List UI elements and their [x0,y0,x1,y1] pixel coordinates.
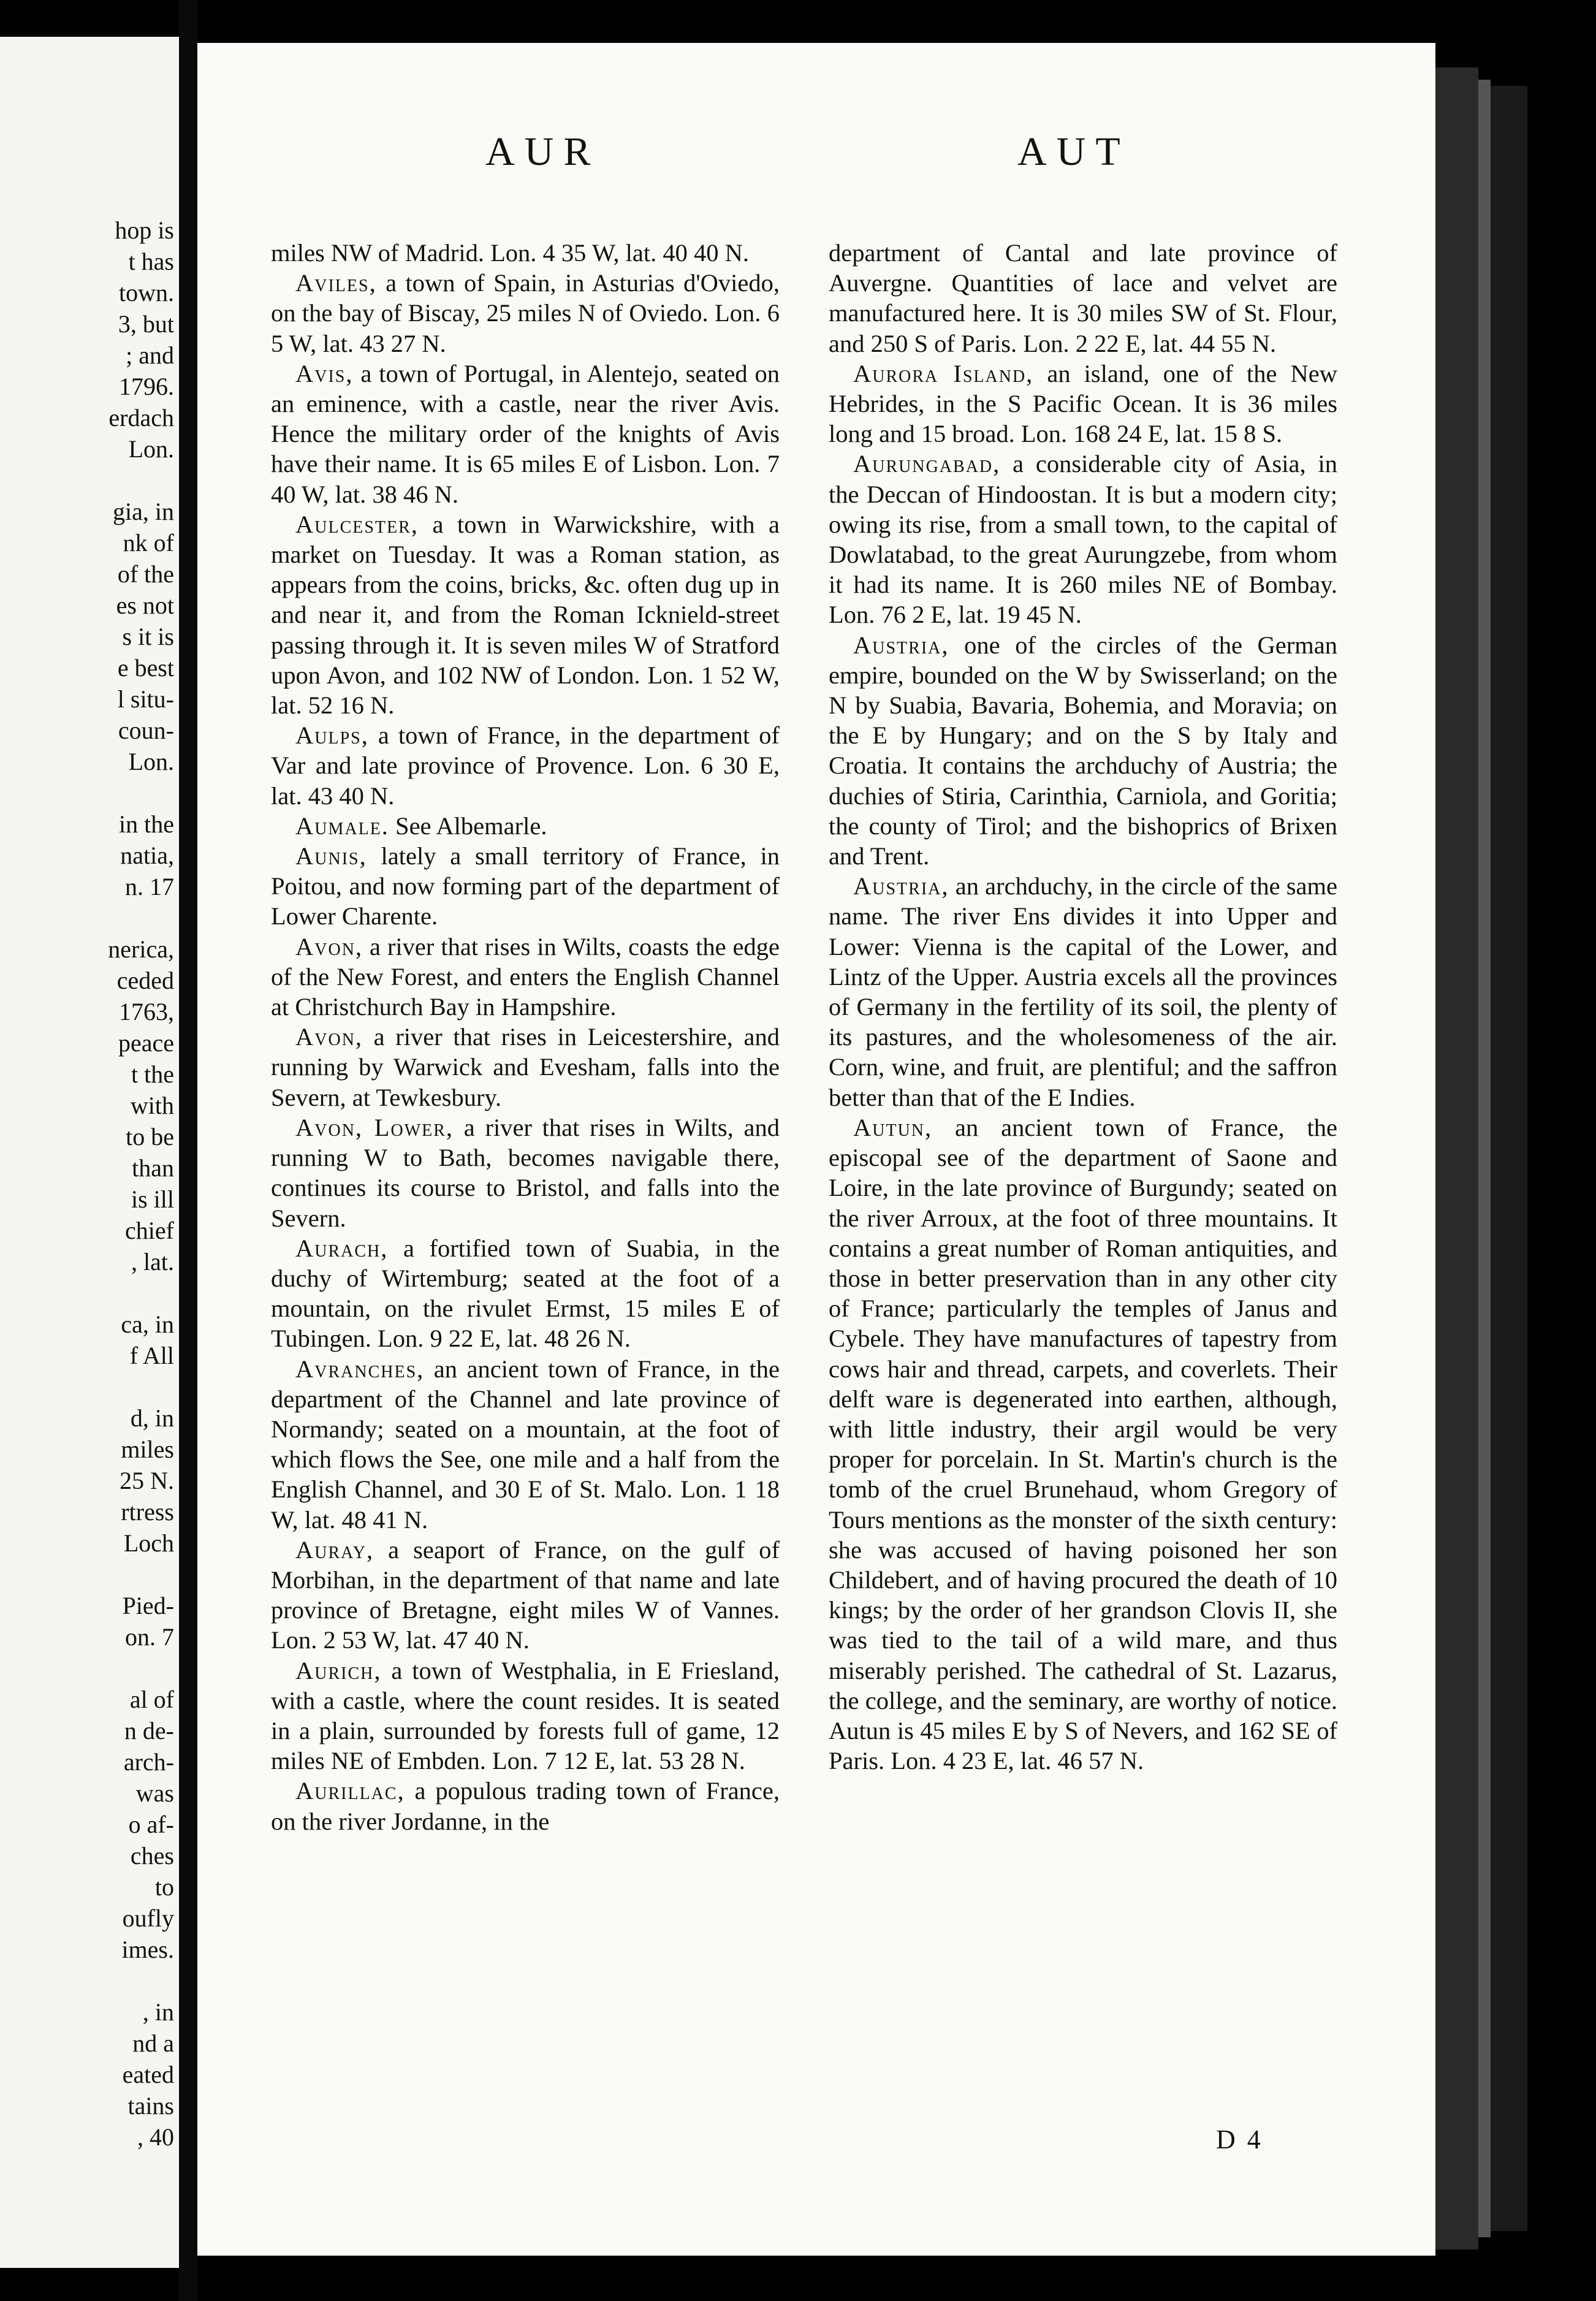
previous-page-fragment: ca, in [121,1310,174,1338]
gazetteer-entry [271,1776,780,1836]
gazetteer-entry [271,932,780,1022]
previous-page-fragment: peace [118,1029,174,1057]
previous-page-fragment: , lat. [131,1248,174,1276]
previous-page-fragment: to be [126,1123,174,1150]
previous-page-fragment [108,1371,174,1402]
page [197,43,1435,2256]
entry-headword: Aviles, [295,269,377,297]
previous-page-fragment: t has [128,248,174,275]
previous-page-fragment: s it is [122,623,174,650]
previous-page-fragment: to [154,1873,174,1901]
gazetteer-entry [271,1354,780,1535]
previous-page-fragment [108,1653,174,1684]
previous-page-fragment [108,1559,174,1590]
right-text-column [829,238,1337,1776]
entry-headword: Avon, [295,932,363,960]
gazetteer-entry [271,1022,780,1112]
entry-headword: Aurora Island, [853,359,1034,387]
gazetteer-entry [271,268,780,359]
previous-page-fragment: n. 17 [125,873,174,900]
previous-page-fragment: rtress [121,1498,174,1526]
entry-description: a seaport of France, on the gulf of Morbihan, in the department of that name and late province of Bretagne, eight miles W of Vannes. Lon. 2 53 W, lat. 47 40 N. [271,1535,780,1654]
running-head-right: AUT [1017,129,1130,174]
entry-description: lately a small territory of France, in Poitou, and now forming part of the department of Lower Charente. [271,842,780,930]
entry-headword: Aulps, [295,721,369,750]
previous-page-fragment [108,777,174,808]
previous-page-fragment: ches [130,1842,174,1869]
previous-page-fragment: hop is [115,216,174,244]
previous-page-fragment: t the [131,1060,174,1088]
previous-page-fragment: gia, in [113,498,174,525]
gazetteer-entry [271,1112,780,1233]
entry-description: a town of Westphalia, in E Friesland, with a castle, where the count resides. It is seated in a plain, surrounded by forests full of game, 12 miles NE of Embden. Lon. 7 12 E, lat. 53 28 N. [271,1656,780,1775]
previous-page-fragment: Lon. [128,748,174,775]
gazetteer-entry [271,720,780,811]
entry-description: an archduchy, in the circle of the same name. The river Ens divides it into Upper and Lower: Vienna is the capital of the Lower, and Lintz of the Upper. Austria excels all the provinces of Germany in the fertility of its soil, the plenty of its pastures, and the wholesomeness of the air. Corn, wine, and fruit, are plentiful; and the saffron better than that of the E Indies. [829,872,1337,1111]
entry-description: a town of France, in the department of Var and late province of Provence. Lon. 6 30 E, lat. 43 40 N. [271,721,780,810]
entry-headword: Aulcester, [295,510,419,538]
entry-description: See Albemarle. [389,812,547,840]
gazetteer-entry [829,630,1337,872]
entry-headword: Auray, [295,1535,374,1564]
entry-description: one of the circles of the German empire, bounded on the W by Swisserland; on the N by Suabia, Bavaria, Bohemia, and Moravia; on the E by Hungary; and on the S by Italy and Croatia. It contains the archduchy of Austria; the duchies of Stiria, Carinthia, Carniola, and Goritia; the county of Tirol; and the bishoprics of Brixen and Trent. [829,631,1337,870]
continuation-text: miles NW of Madrid. Lon. 4 35 W, lat. 40 40 N. [271,239,749,267]
previous-page-fragment: in the [119,810,174,838]
entry-description: a populous trading town of France, on the river Jordanne, in the [271,1777,780,1835]
previous-page-fragment: coun- [118,717,174,744]
previous-page-fragment: l situ- [117,685,174,713]
previous-page-fragment: Pied- [122,1592,174,1619]
entry-description: an ancient town of France, in the department of the Channel and late province of Normandy; seated on a mountain, at the foot of which flows the See, one mile and a half from the English Channel, and 30 E of St. Malo. Lon. 1 18 W, lat. 48 41 N. [271,1355,780,1534]
previous-page-fragment: Loch [123,1529,174,1557]
entry-headword: Avranches, [295,1355,425,1383]
gazetteer-entry [271,359,780,509]
previous-page-fragment: with [130,1092,174,1119]
previous-page-fragment: is ill [131,1185,174,1213]
previous-page-fragment: 25 N. [120,1467,174,1494]
previous-page-fragment: ceded [116,967,174,994]
gazetteer-entry [271,1233,780,1354]
entry-description: a fortified town of Suabia, in the duchy of Wirtemburg; seated at the foot of a mountain, on the rivulet Ermst, 15 miles E of Tubingen. Lon. 9 22 E, lat. 48 26 N. [271,1234,780,1353]
entry-headword: Autun, [853,1113,933,1141]
gazetteer-entry [829,1112,1337,1776]
page-stack-edge [1478,80,1491,2237]
previous-page-fragment: arch- [123,1748,174,1776]
gazetteer-entry [829,359,1337,449]
previous-page-edge [0,37,179,2268]
entry-headword: Aurich, [295,1656,382,1684]
entry-headword: Aurach, [295,1234,389,1262]
entry-description: a considerable city of Asia, in the Deccan of Hindoostan. It is but a modern city; owing its rise, from a small town, to the capital of Dowlatabad, to the great Aurungzebe, from whom it had its name. It is 260 miles NE of Bombay. Lon. 76 2 E, lat. 19 45 N. [829,450,1337,629]
previous-page-fragment: al of [129,1686,174,1713]
entry-description: a river that rises in Wilts, and running W to Bath, becomes navigable there, continues its course to Bristol, and falls into the Severn. [271,1113,780,1232]
previous-page-fragment: eated [122,2061,174,2088]
page-stack-edge [1491,86,1527,2231]
entry-description: a river that rises in Leicestershire, and running by Warwick and Evesham, falls into the Severn, at Tewkesbury. [271,1023,780,1111]
previous-page-text-fragments [108,215,174,2153]
previous-page-fragment: nerica, [108,935,174,963]
gazetteer-entry [829,871,1337,1112]
previous-page-fragment: nk of [123,529,174,557]
entry-headword: Avis, [295,359,354,387]
entry-headword: Austria, [853,872,949,900]
entry-description: a town of Portugal, in Alentejo, seated on an eminence, with a castle, near the river Avis. Hence the military order of the knights of Avis have their name. It is 65 miles E of Lisbon. Lon. 7 40 W, lat. 38 46 N. [271,359,780,508]
gazetteer-entry [829,449,1337,629]
gazetteer-entry [271,1535,780,1656]
previous-page-fragment: ; and [126,341,174,369]
gazetteer-entry [271,509,780,720]
entry-headword: Avon, [295,1023,363,1051]
previous-page-fragment: e best [117,654,174,682]
previous-page-fragment [108,1965,174,1996]
previous-page-fragment: 1763, [119,998,174,1025]
gazetteer-entry [271,841,780,932]
previous-page-fragment: d, in [130,1404,174,1432]
previous-page-fragment: 1796. [119,373,174,400]
continuation-text: department of Cantal and late province of Auvergne. Quantities of lace and velvet are manufactured here. It is 30 miles SW of St. Flour, and 250 S of Paris. Lon. 2 22 E, lat. 44 55 N. [829,239,1337,357]
gazetteer-entry [271,1656,780,1776]
previous-page-fragment: of the [117,560,174,588]
previous-page-fragment: miles [121,1436,174,1463]
previous-page-fragment [108,465,174,496]
previous-page-fragment: Lon. [128,435,174,463]
previous-page-fragment: , 40 [137,2123,174,2151]
left-text-column [271,238,780,1836]
previous-page-fragment: es not [116,591,174,619]
previous-page-fragment: , in [142,1998,174,2026]
entry-headword: Aunis, [295,842,367,870]
running-head-left: AUR [485,129,601,174]
entry-description: an ancient town of France, the episcopal see of the department of Saone and Loire, in the late province of Burgundy; seated on the river Arroux, at the foot of three mountains. It contains a great number of Roman antiquities, and those in better preservation than in any other city of France; particularly the temples of Janus and Cybele. They have manufactures of tapestry from cows hair and thread, carpets, and coverlets. Their delft ware is degenerated into earthen, although, with little industry, their argil would be very proper for porcelain. In St. Martin's church is the tomb of the cruel Brunehaud, whom Gregory of Tours mentions as the monster of the sixth century: she was accused of having poisoned her son Childebert, and of having procured the death of 10 kings; by the order of her grandson Clovis II, she was tied to the tail of a wild mare, and thus miserably perished. The cathedral of St. Lazarus, the college, and the seminary, are worthy of notice. Autun is 45 miles E by S of Nevers, and 162 SE of Paris. Lon. 4 23 E, lat. 46 57 N. [829,1113,1337,1775]
page-stack-edge [1435,67,1478,2250]
entry-headword: Aurungabad, [853,450,1001,478]
previous-page-fragment: was [135,1779,174,1807]
previous-page-fragment: n de- [124,1717,174,1744]
book-gutter [179,0,197,2301]
previous-page-fragment: natia, [120,842,174,869]
previous-page-fragment: 3, but [118,310,174,338]
previous-page-fragment: on. 7 [125,1623,174,1651]
entry-headword: Aumale. [295,812,389,840]
entry-headword: Aurillac, [295,1777,405,1805]
previous-page-fragment: town. [119,279,174,306]
previous-page-fragment [108,1277,174,1309]
entry-headword: Avon, Lower, [295,1113,454,1141]
entry-description: a town in Warwickshire, with a market on Tuesday. It was a Roman station, as appears from the coins, bricks, &c. often dug up in and near it, and from the Roman Icknield-street passing through it. It is seven miles W of Stratford upon Avon, and 102 NW of London. Lon. 1 52 W, lat. 52 16 N. [271,510,780,720]
previous-page-fragment: erdach [108,404,174,432]
entry-description: an island, one of the New Hebrides, in the S Pacific Ocean. It is 36 miles long and 15 broad. Lon. 168 24 E, lat. 15 8 S. [829,359,1337,448]
previous-page-fragment: oufly [122,1904,174,1932]
previous-page-fragment: o af- [128,1811,174,1838]
previous-page-fragment: f All [129,1342,174,1369]
signature-mark: D 4 [1216,2124,1263,2155]
previous-page-fragment [108,902,174,934]
entry-headword: Austria, [853,631,949,659]
previous-page-fragment: tains [127,2092,174,2120]
entry-description: a river that rises in Wilts, coasts the edge of the New Forest, and enters the English Channel at Christchurch Bay in Hampshire. [271,932,780,1021]
previous-page-fragment: than [132,1154,174,1182]
previous-page-fragment: imes. [121,1936,174,1963]
entry-description: a town of Spain, in Asturias d'Oviedo, on the bay of Biscay, 25 miles N of Oviedo. Lon. 6 5 W, lat. 43 27 N. [271,269,780,357]
previous-page-fragment: nd a [132,2029,174,2057]
previous-page-fragment: chief [125,1217,174,1244]
gazetteer-entry [271,811,780,841]
